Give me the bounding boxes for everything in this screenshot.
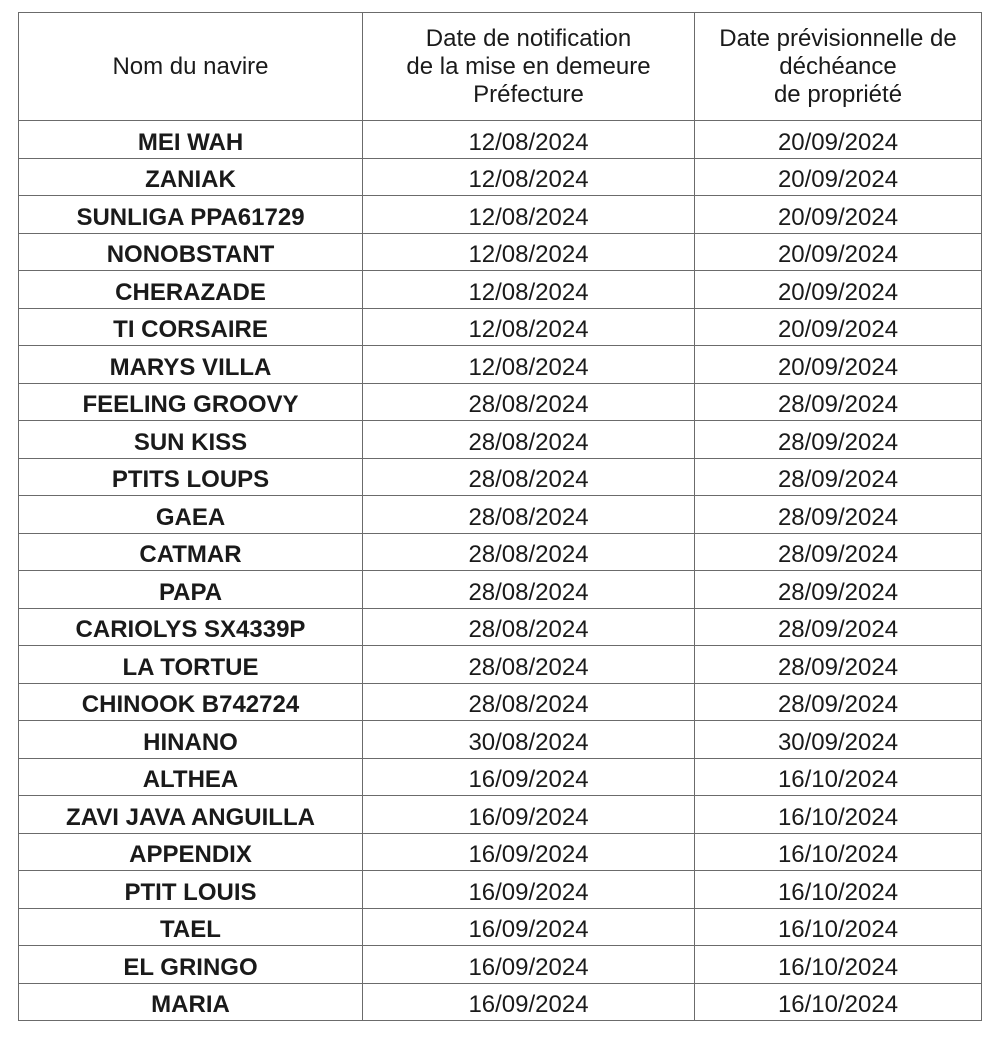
notification-date-cell: 12/08/2024 — [363, 233, 695, 271]
header-notification-date — [363, 13, 695, 121]
ship-name-cell: TAEL — [19, 908, 363, 946]
ship-name-cell: PTITS LOUPS — [19, 458, 363, 496]
table-row — [19, 533, 982, 571]
table-row — [19, 421, 982, 459]
table-row — [19, 158, 982, 196]
ship-name-cell: GAEA — [19, 496, 363, 534]
ship-name-cell: SUN KISS — [19, 421, 363, 459]
ship-name-cell: CHERAZADE — [19, 271, 363, 309]
ship-name-cell: LA TORTUE — [19, 646, 363, 684]
notification-date-cell: 28/08/2024 — [363, 383, 695, 421]
notification-date-cell: 16/09/2024 — [363, 871, 695, 909]
notification-date-cell: 28/08/2024 — [363, 608, 695, 646]
forfeiture-date-cell: 28/09/2024 — [695, 608, 982, 646]
table-row — [19, 121, 982, 159]
header-forfeiture-date — [695, 13, 982, 121]
notification-date-cell: 16/09/2024 — [363, 796, 695, 834]
forfeiture-date-cell: 20/09/2024 — [695, 308, 982, 346]
table-row — [19, 308, 982, 346]
forfeiture-date-cell: 28/09/2024 — [695, 383, 982, 421]
table-row — [19, 983, 982, 1021]
table-row — [19, 833, 982, 871]
table-row — [19, 571, 982, 609]
forfeiture-date-cell: 16/10/2024 — [695, 908, 982, 946]
ship-name-cell: ZAVI JAVA ANGUILLA — [19, 796, 363, 834]
table-row — [19, 683, 982, 721]
forfeiture-date-cell: 28/09/2024 — [695, 421, 982, 459]
forfeiture-date-cell: 20/09/2024 — [695, 271, 982, 309]
header-row — [19, 13, 982, 121]
table-row — [19, 233, 982, 271]
notification-date-cell: 28/08/2024 — [363, 683, 695, 721]
table-row — [19, 608, 982, 646]
ship-name-cell: EL GRINGO — [19, 946, 363, 984]
ship-name-cell: ZANIAK — [19, 158, 363, 196]
table-row — [19, 758, 982, 796]
header-notification-line-1: Date de notification — [425, 24, 632, 52]
table-row — [19, 458, 982, 496]
table-row — [19, 383, 982, 421]
notification-date-cell: 16/09/2024 — [363, 833, 695, 871]
forfeiture-date-cell: 16/10/2024 — [695, 758, 982, 796]
forfeiture-date-cell: 20/09/2024 — [695, 346, 982, 384]
ships-table — [18, 12, 982, 1021]
notification-date-cell: 28/08/2024 — [363, 421, 695, 459]
ship-name-cell: MARIA — [19, 983, 363, 1021]
table-body — [19, 121, 982, 1021]
ship-name-cell: PAPA — [19, 571, 363, 609]
table-row — [19, 271, 982, 309]
forfeiture-date-cell: 16/10/2024 — [695, 983, 982, 1021]
ship-name-cell: ALTHEA — [19, 758, 363, 796]
header-notification-line-3: Préfecture — [473, 80, 584, 108]
forfeiture-date-cell: 30/09/2024 — [695, 721, 982, 759]
table-row — [19, 646, 982, 684]
ship-name-cell: CHINOOK B742724 — [19, 683, 363, 721]
notification-date-cell: 12/08/2024 — [363, 196, 695, 234]
table-row — [19, 721, 982, 759]
forfeiture-date-cell: 20/09/2024 — [695, 158, 982, 196]
header-forfeiture-line-1: Date prévisionnelle de — [719, 24, 957, 52]
ship-name-cell: CARIOLYS SX4339P — [19, 608, 363, 646]
header-ship-name-label: Nom du navire — [112, 52, 269, 80]
forfeiture-date-cell: 28/09/2024 — [695, 533, 982, 571]
table-row — [19, 796, 982, 834]
notification-date-cell: 12/08/2024 — [363, 271, 695, 309]
ship-name-cell: APPENDIX — [19, 833, 363, 871]
table-row — [19, 196, 982, 234]
table-row — [19, 496, 982, 534]
notification-date-cell: 28/08/2024 — [363, 496, 695, 534]
notification-date-cell: 16/09/2024 — [363, 758, 695, 796]
forfeiture-date-cell: 28/09/2024 — [695, 683, 982, 721]
forfeiture-date-cell: 16/10/2024 — [695, 833, 982, 871]
ship-name-cell: PTIT LOUIS — [19, 871, 363, 909]
header-forfeiture-line-2: déchéance — [779, 52, 897, 80]
notification-date-cell: 28/08/2024 — [363, 646, 695, 684]
notification-date-cell: 16/09/2024 — [363, 946, 695, 984]
notification-date-cell: 28/08/2024 — [363, 571, 695, 609]
table-header — [19, 13, 982, 121]
ship-name-cell: NONOBSTANT — [19, 233, 363, 271]
notification-date-cell: 30/08/2024 — [363, 721, 695, 759]
notification-date-cell: 12/08/2024 — [363, 308, 695, 346]
ship-name-cell: MARYS VILLA — [19, 346, 363, 384]
notification-date-cell: 28/08/2024 — [363, 458, 695, 496]
notification-date-cell: 12/08/2024 — [363, 158, 695, 196]
table-row — [19, 346, 982, 384]
forfeiture-date-cell: 20/09/2024 — [695, 121, 982, 159]
notification-date-cell: 12/08/2024 — [363, 121, 695, 159]
notification-date-cell: 12/08/2024 — [363, 346, 695, 384]
header-ship-name — [19, 13, 363, 121]
ship-name-cell: FEELING GROOVY — [19, 383, 363, 421]
ship-name-cell: TI CORSAIRE — [19, 308, 363, 346]
ship-name-cell: CATMAR — [19, 533, 363, 571]
forfeiture-date-cell: 28/09/2024 — [695, 496, 982, 534]
table-row — [19, 871, 982, 909]
header-forfeiture-line-3: de propriété — [773, 80, 903, 108]
forfeiture-date-cell: 20/09/2024 — [695, 233, 982, 271]
header-notification-line-2: de la mise en demeure — [406, 52, 651, 80]
forfeiture-date-cell: 16/10/2024 — [695, 871, 982, 909]
forfeiture-date-cell: 28/09/2024 — [695, 571, 982, 609]
forfeiture-date-cell: 16/10/2024 — [695, 946, 982, 984]
notification-date-cell: 16/09/2024 — [363, 908, 695, 946]
ship-name-cell: SUNLIGA PPA61729 — [19, 196, 363, 234]
ship-name-cell: MEI WAH — [19, 121, 363, 159]
forfeiture-date-cell: 28/09/2024 — [695, 646, 982, 684]
forfeiture-date-cell: 28/09/2024 — [695, 458, 982, 496]
notification-date-cell: 16/09/2024 — [363, 983, 695, 1021]
forfeiture-date-cell: 20/09/2024 — [695, 196, 982, 234]
table-row — [19, 946, 982, 984]
forfeiture-date-cell: 16/10/2024 — [695, 796, 982, 834]
table-row — [19, 908, 982, 946]
notification-date-cell: 28/08/2024 — [363, 533, 695, 571]
ship-name-cell: HINANO — [19, 721, 363, 759]
